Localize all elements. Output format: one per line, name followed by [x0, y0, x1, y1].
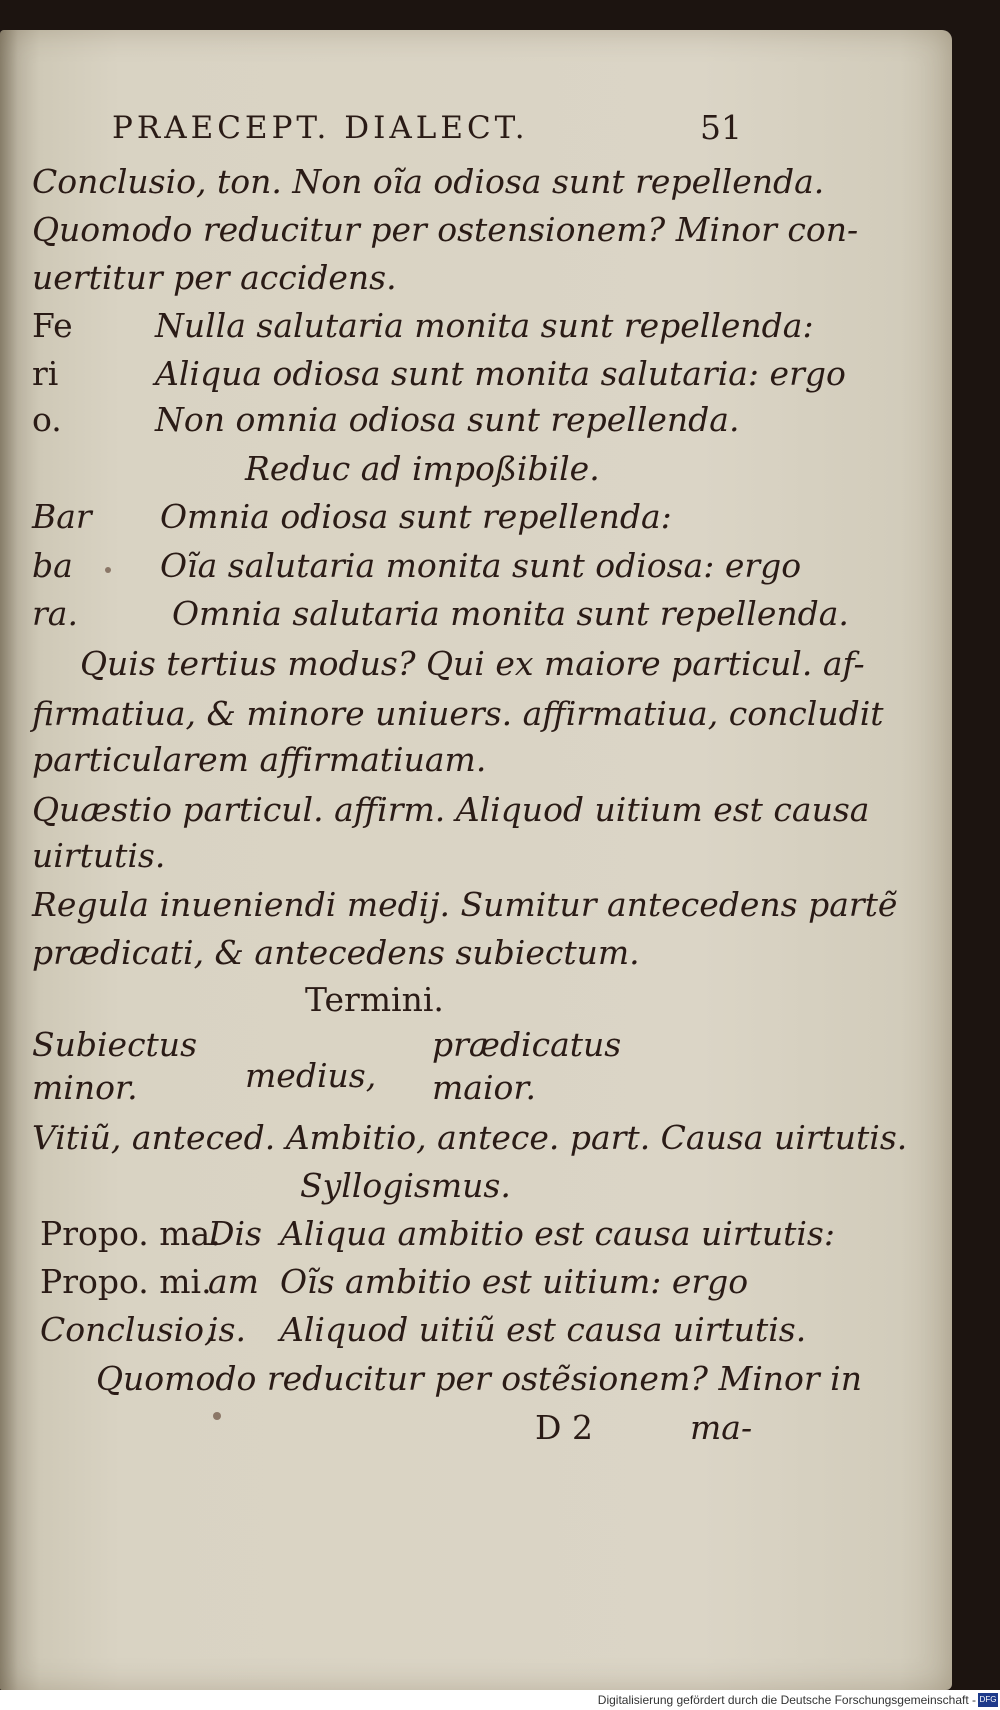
term-label: minor.	[32, 1068, 138, 1107]
text-line: Vitiũ, anteced. Ambitio, antece. part. Causa uirtutis.	[32, 1118, 908, 1157]
text-line: Aliqua ambitio est causa uirtutis:	[280, 1214, 835, 1253]
text-line: Quomodo reducitur per ostẽsionem? Minor in	[96, 1359, 862, 1398]
margin-syllable: ba	[32, 546, 73, 585]
signature-mark: D 2	[535, 1408, 593, 1447]
text-line: Omnia salutaria monita sunt repellenda.	[172, 594, 849, 633]
term-label: Subiectus	[32, 1025, 197, 1064]
catchword: ma-	[690, 1408, 753, 1447]
mood-syllable: is.	[208, 1310, 246, 1349]
ink-spot	[213, 1412, 221, 1420]
text-line: Conclusio, ton. Non oĩa odiosa sunt repellenda.	[32, 162, 825, 201]
premise-label: Conclusio,	[40, 1310, 215, 1349]
running-title: PRAECEPT. DIALECT.	[112, 110, 529, 146]
text-line: uirtutis.	[32, 836, 166, 875]
credit-text: Digitalisierung gefördert durch die Deutsche Forschungsgemeinschaft -	[597, 1693, 976, 1707]
text-line: Aliquod uitiũ est causa uirtutis.	[280, 1310, 807, 1349]
text-line: Aliqua odiosa sunt monita salutaria: ergo	[155, 354, 846, 393]
term-label: maior.	[432, 1068, 537, 1107]
text-line: Omnia odiosa sunt repellenda:	[160, 497, 672, 536]
term-label: medius,	[245, 1056, 377, 1095]
text-line: Oĩa salutaria monita sunt odiosa: ergo	[160, 546, 802, 585]
digitization-credit-bar	[0, 1690, 1000, 1710]
text-line: prædicati, & antecedens subiectum.	[32, 933, 640, 972]
dfg-logo: DFG	[978, 1693, 998, 1707]
page-number: 51	[700, 108, 742, 147]
margin-syllable: o.	[32, 400, 62, 439]
premise-label: Propo. ma.	[40, 1214, 221, 1253]
section-heading: Syllogismus.	[300, 1166, 511, 1205]
text-line: uertitur per accidens.	[32, 258, 397, 297]
text-line: Quomodo reducitur per ostensionem? Minor con-	[32, 210, 859, 249]
term-label: prædicatus	[432, 1025, 622, 1064]
margin-syllable: Bar	[32, 497, 92, 536]
text-line: Regula inueniendi medij. Sumitur antecedens partẽ	[32, 885, 898, 924]
margin-syllable: ra.	[32, 594, 78, 633]
text-line: particularem affirmatiuam.	[32, 740, 487, 779]
margin-syllable: Fe	[32, 306, 73, 345]
section-heading: Reduc ad impoßibile.	[245, 449, 600, 488]
text-line: Quæstio particul. affirm. Aliquod uitium est causa	[32, 790, 870, 829]
text-line: Quis tertius modus? Qui ex maiore particul. af-	[80, 644, 865, 683]
premise-label: Propo. mi.	[40, 1262, 212, 1301]
text-line: Oĩs ambitio est uitium: ergo	[280, 1262, 749, 1301]
mood-syllable: Dis	[208, 1214, 262, 1253]
margin-syllable: ri	[32, 354, 59, 393]
text-line: firmatiua, & minore uniuers. affirmatiua, concludit	[32, 694, 884, 733]
ink-spot	[105, 567, 111, 573]
mood-syllable: am	[208, 1262, 259, 1301]
section-heading: Termini.	[305, 980, 444, 1019]
text-line: Nulla salutaria monita sunt repellenda:	[155, 306, 814, 345]
text-line: Non omnia odiosa sunt repellenda.	[155, 400, 740, 439]
